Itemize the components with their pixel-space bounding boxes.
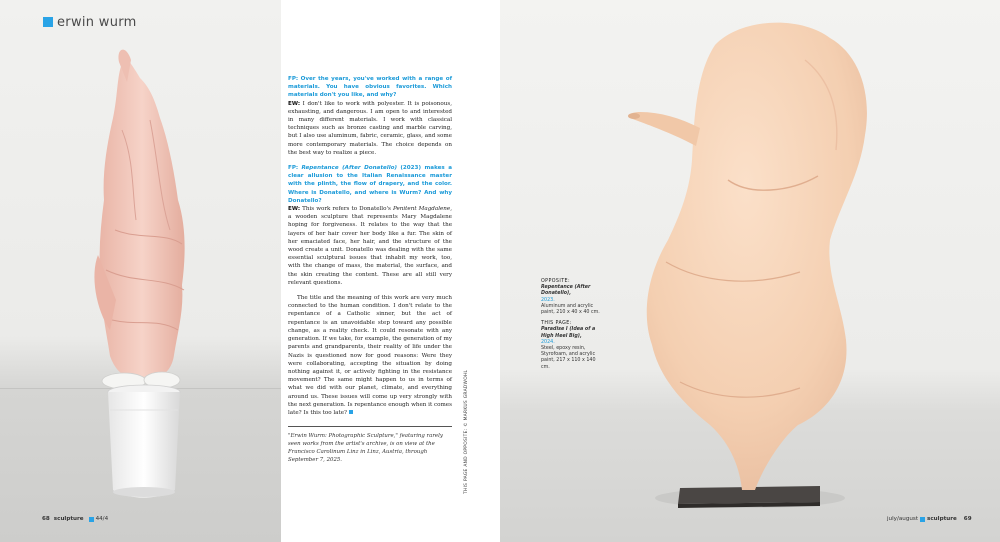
issue-left: 44/4: [95, 516, 109, 522]
folio-square-icon: [920, 517, 925, 522]
page-number-left: 68: [42, 516, 50, 522]
answer-lead: This work refers to Donatello's: [302, 206, 391, 213]
sculpture-paradise-image: [500, 0, 1000, 542]
caption-opposite-head: OPPOSITE:: [541, 279, 570, 284]
folio-left: [42, 516, 108, 522]
photo-credit: THIS PAGE AND OPPOSITE: © MARKUS GRADWOHL: [464, 369, 469, 494]
answer-artwork-title: Penitent Magdalene: [392, 206, 451, 213]
section-tag: [43, 15, 137, 29]
interview-continuation: [288, 294, 452, 417]
magazine-name-left: sculpture: [53, 516, 84, 522]
caption-this-year: 2024.: [541, 339, 555, 345]
folio-right: [887, 516, 972, 522]
question-artwork-title: Repentance (After Donatello): [301, 165, 398, 172]
end-mark-icon: [349, 410, 353, 414]
interview-block-2: [288, 164, 452, 287]
question-text: (2023) makes a clear allusion to the Italian Renaissance master with the plinth, the flow of drapery, and the color. Where is Donatello, and where is Wurm? And why Donatello?: [288, 165, 453, 204]
answer-text: I don't like to work with polyester. It is poisonous, exhausting, and dangerous. I am open to and interested in many different materials. I work with classical techniques such as bronze casting and marble carving, but I also use aluminum, fabric, ceramic, glass, and some more contemporary materials. The choice depends on the best way to realize a piece.: [288, 100, 452, 156]
page-number-right: 69: [963, 516, 972, 522]
section-square-icon: [43, 17, 53, 27]
exhibition-note: "Erwin Wurm: Photographic Sculpture," featuring rarely seen works from the artist's archive, is on view at the Francisco Carolinum Linz in Linz, Austria, through September 7, 2025.: [288, 433, 443, 463]
caption-opposite-desc: Aluminum and acrylic paint, 210 x 40 x 40 cm.: [541, 303, 600, 316]
photo-repentance: [0, 0, 281, 542]
caption-this-head: THIS PAGE:: [541, 321, 572, 327]
interview-text-column: [288, 75, 452, 464]
question-text: Over the years, you've worked with a range of materials. You have obvious favorites. Which materials don't you like, and why?: [288, 76, 452, 99]
answer-speaker: EW:: [288, 100, 301, 107]
continuation-text: The title and the meaning of this work are very much connected to the human condition. I don't relate to the repentance of a Catholic sinner, but the act of repentance is an unavoidable step toward any possible change, as a reality check. It could resonate with any generation. If we take, for example, the generation of my parents and grandparents, their reality of life under the Nazis is questioned now for good reasons: Were they were collaborating, accepting the situation by doing nothing against it, or actively fighting in the resistance movement? The same might happen to us in terms of what we did with our planet, climate, and everything around us. These issues will come up very strongly with the next generation. Is repentance enough when it comes late? Is this too late?: [288, 295, 452, 416]
image-captions: [541, 279, 601, 371]
caption-this-desc: Steel, epoxy resin, Styrofoam, and acrylic paint, 217 x 110 x 140 cm.: [541, 346, 596, 370]
sidebar-divider: [288, 426, 452, 427]
caption-opposite-title: Repentance (After Donatello),: [541, 285, 591, 297]
issue-right: july/august: [887, 516, 919, 522]
answer-text: , a wooden sculpture that represents Mary Magdalene hoping for forgiveness. It relates to the way that the layers of her hair cover her body like a fur. The skin of her emaciated face, her hair, and the structure of the wood create a unit. Donatello was dealing with the same essential sculptural issues that inhabit my work, too, with the change of mass, the material, the surface, and the skin creating the content. These are all still very relevant questions.: [288, 206, 452, 286]
photo-paradise: [500, 0, 1000, 542]
caption-this-title: Paradise I (Idea of a High Heel Big),: [541, 327, 596, 339]
question-speaker: FP:: [288, 165, 299, 172]
sculpture-repentance-image: [0, 0, 281, 542]
question-speaker: FP:: [288, 76, 299, 82]
section-tag-label: erwin wurm: [57, 14, 137, 30]
answer-speaker: EW:: [288, 206, 301, 213]
magazine-name-right: sculpture: [927, 516, 957, 522]
folio-square-icon: [89, 517, 94, 522]
interview-block-1: [288, 75, 452, 157]
caption-opposite-year: 2023.: [541, 297, 555, 303]
